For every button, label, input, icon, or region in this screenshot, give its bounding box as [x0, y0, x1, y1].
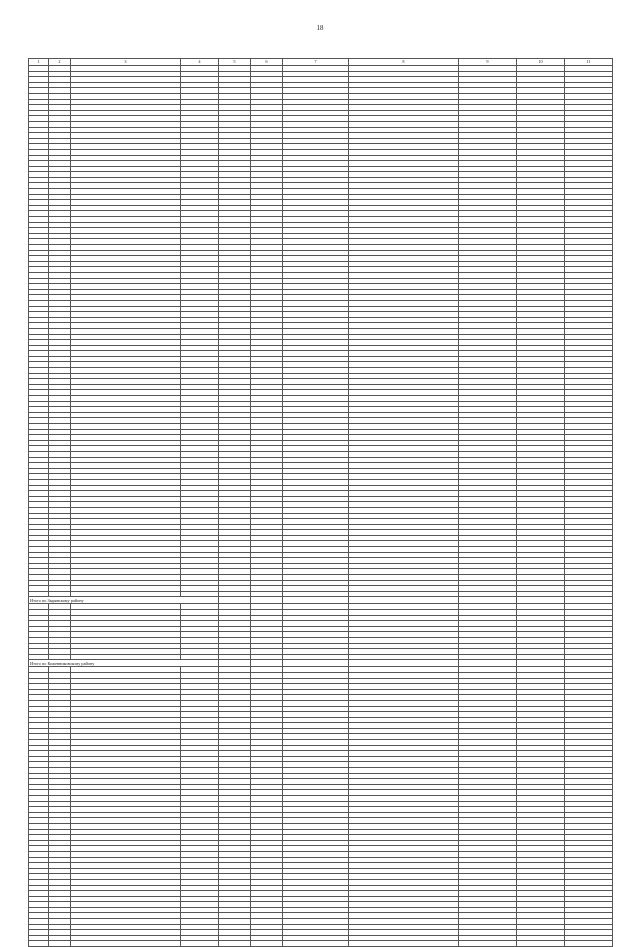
header-cell: 8 [349, 59, 459, 66]
header-cell: 2 [49, 59, 71, 66]
document-table-container [28, 58, 612, 947]
table-row [29, 941, 613, 947]
header-cell: 1 [29, 59, 49, 66]
table-header-row [29, 59, 613, 66]
table-cell [565, 597, 613, 604]
table-cell [459, 597, 517, 604]
table-cell [251, 941, 283, 947]
table-cell [517, 597, 565, 604]
header-cell: 11 [565, 59, 613, 66]
table-cell [459, 660, 517, 667]
header-cell: 4 [181, 59, 219, 66]
table-cell [517, 941, 565, 947]
header-cell: 5 [219, 59, 251, 66]
table-cell [349, 597, 459, 604]
header-cell: 9 [459, 59, 517, 66]
table-cell [251, 660, 283, 667]
table-cell [219, 660, 251, 667]
header-cell: 3 [71, 59, 181, 66]
table-cell [29, 941, 49, 947]
registry-table [28, 58, 613, 947]
header-cell: 10 [517, 59, 565, 66]
table-cell [251, 597, 283, 604]
table-cell [349, 660, 459, 667]
table-cell [219, 941, 251, 947]
table-cell [181, 941, 219, 947]
section-total-label: Итого по Зырянскому району [29, 597, 219, 604]
table-cell [565, 941, 613, 947]
table-body [29, 59, 613, 947]
header-cell: 7 [283, 59, 349, 66]
table-cell [349, 941, 459, 947]
section-total-label: Итого по Кожевниковскому району [29, 660, 219, 667]
table-cell [283, 660, 349, 667]
table-cell [283, 941, 349, 947]
table-cell [283, 597, 349, 604]
header-cell: 6 [251, 59, 283, 66]
table-cell [49, 941, 71, 947]
table-cell [71, 941, 181, 947]
page-number: 18 [316, 24, 324, 32]
table-cell [219, 597, 251, 604]
section-total-row [29, 597, 613, 604]
table-cell [565, 660, 613, 667]
section-total-row [29, 660, 613, 667]
table-cell [517, 660, 565, 667]
table-cell [459, 941, 517, 947]
